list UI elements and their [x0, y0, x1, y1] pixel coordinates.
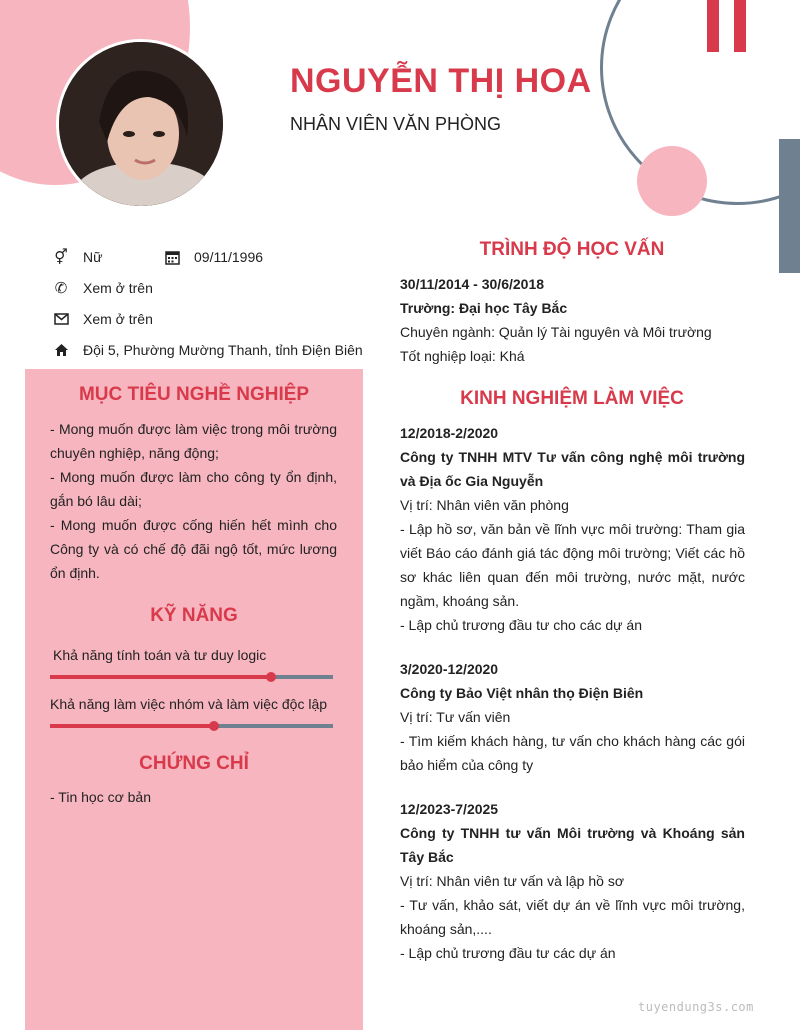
experience-company: Công ty TNHH tư vấn Môi trường và Khoáng sản Tây Bắc: [400, 825, 745, 865]
skill-label: Khả năng làm việc nhóm và làm việc độc lập: [50, 696, 328, 712]
experience-duty: - Lập chủ trương đầu tư cho các dự án: [400, 617, 642, 633]
certificates-title: CHỨNG CHỈ: [139, 753, 249, 774]
contact-gender: [52, 248, 102, 266]
skill-bar-fill: [50, 724, 214, 728]
experience-position: Vị trí: Nhân viên văn phòng: [400, 497, 569, 513]
avatar: [56, 39, 254, 209]
experience-company: Công ty TNHH MTV Tư vấn công nghệ môi trường và Địa ốc Gia Nguyễn: [400, 449, 745, 489]
contact-address: [52, 341, 363, 359]
home-icon: [52, 341, 70, 359]
experience-period: 3/2020-12/2020: [400, 661, 499, 677]
profile-photo: [56, 39, 226, 209]
decor-pink-dot: [637, 146, 707, 216]
experience-duty: - Lập hồ sơ, văn bản về lĩnh vực môi trường: Tham gia viết Báo cáo đánh giá tác động môi trường; Viết các hồ sơ khác liên quan đến môi trường, nước mặt, nước ngầm, khoáng sản.: [400, 521, 745, 609]
experience-period: 12/2023-7/2025: [400, 801, 499, 817]
experience-title: KINH NGHIỆM LÀM VIỆC: [460, 388, 684, 409]
education-rank: Tốt nghiệp loại: Khá: [400, 348, 525, 364]
skill-bar-fill: [50, 675, 271, 679]
phone-value: Xem ở trên: [83, 280, 153, 296]
education-school: Trường: Đại học Tây Bắc: [400, 300, 568, 316]
education-title: TRÌNH ĐỘ HỌC VẤN: [479, 239, 665, 260]
gender-icon: ⚥: [54, 249, 68, 266]
skill-label: Khả năng tính toán và tư duy logic: [53, 647, 267, 663]
profile-photo-image: [59, 42, 223, 206]
experience-position: Vị trí: Tư vấn viên: [400, 709, 511, 725]
job-title: NHÂN VIÊN VĂN PHÒNG: [290, 114, 502, 134]
address-value: Đội 5, Phường Mường Thanh, tỉnh Điện Biên: [83, 342, 363, 358]
skill-bar: [50, 724, 333, 728]
mail-icon: [52, 310, 70, 328]
experience-duty: - Lập chủ trương đầu tư các dự án: [400, 945, 616, 961]
skill-bar-knob: [266, 672, 276, 682]
education-period: 30/11/2014 - 30/6/2018: [400, 276, 545, 292]
decor-side-bar: [779, 139, 800, 273]
skill-bar: [50, 675, 333, 679]
contact-dob: [163, 248, 263, 266]
decor-red-bar: [707, 0, 719, 52]
calendar-icon: [163, 248, 181, 266]
skills-title: KỸ NĂNG: [150, 605, 238, 626]
experience-period: 12/2018-2/2020: [400, 425, 499, 441]
candidate-name: NGUYỄN THỊ HOA: [290, 62, 592, 100]
experience-position: Vị trí: Nhân viên tư vấn và lập hồ sơ: [400, 873, 624, 889]
left-panel: [25, 369, 363, 1030]
watermark: tuyendung3s.com: [638, 1000, 754, 1014]
email-value: Xem ở trên: [83, 311, 153, 327]
dob-value: 09/11/1996: [194, 249, 264, 265]
phone-icon: ✆: [54, 280, 68, 297]
experience-duty: - Tư vấn, khảo sát, viết dự án về lĩnh vực môi trường, khoáng sản,....: [400, 897, 745, 937]
contact-email: [52, 310, 153, 328]
career-goal-text: [50, 417, 337, 585]
certificate-item: - Tin học cơ bản: [50, 789, 152, 805]
experience-duty: - Tìm kiếm khách hàng, tư vấn cho khách hàng các gói bảo hiểm của công ty: [400, 733, 745, 773]
experience-item: [400, 421, 745, 637]
experience-company: Công ty Bảo Việt nhân thọ Điện Biên: [400, 685, 644, 701]
experience-item: [400, 657, 745, 777]
decor-red-bar: [734, 0, 746, 52]
gender-value: Nữ: [83, 249, 103, 265]
skill-bar-knob: [209, 721, 219, 731]
career-goal-title: MỤC TIÊU NGHỀ NGHIỆP: [78, 384, 310, 405]
contact-phone: [52, 279, 153, 297]
education-major: Chuyên ngành: Quản lý Tài nguyên và Môi trường: [400, 324, 712, 340]
education-block: [400, 272, 745, 368]
experience-item: [400, 797, 745, 965]
career-goal-line: - Mong muốn được làm việc trong môi trường chuyên nghiệp, năng động; - Mong muốn được làm cho công ty ổn định, gắn bó lâu dài; - Mong muốn được cống hiến hết mình cho Công ty và có chế độ đãi ngộ tốt, mức lương ổn định.: [50, 421, 337, 581]
